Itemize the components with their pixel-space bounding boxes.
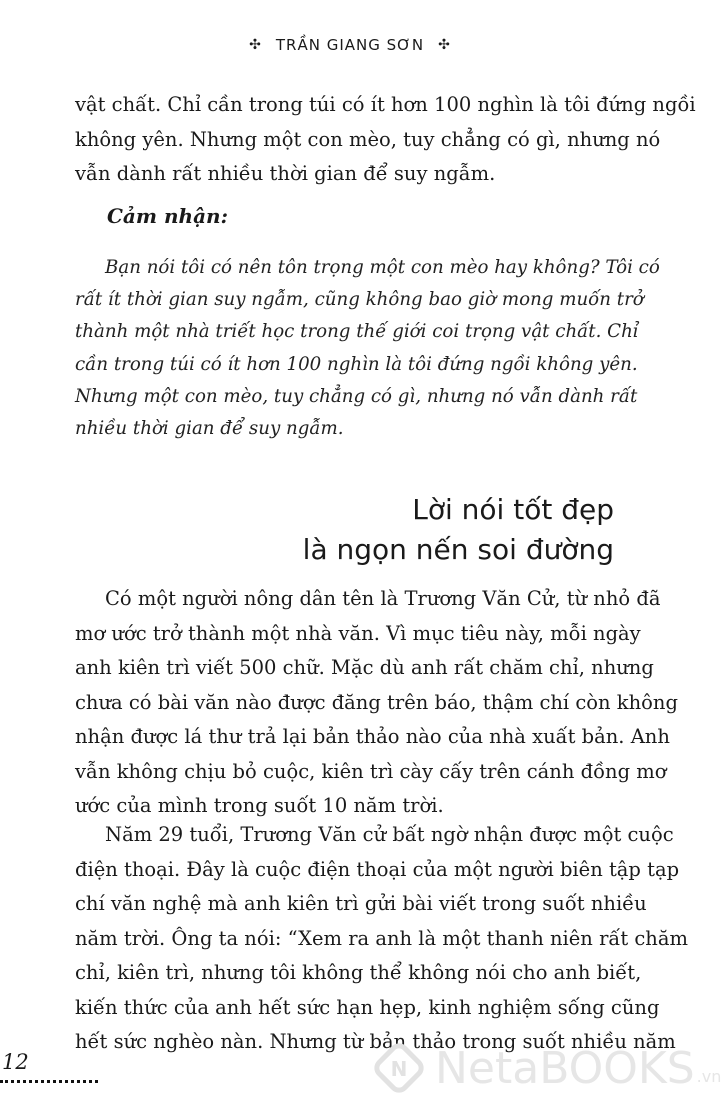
text-line: vật chất. Chỉ cần trong túi có ít hơn 100 nghìn là tôi đứng ngồi [75,93,696,116]
text-line: Nhưng một con mèo, tuy chẳng có gì, nhưng nó vẫn dành rất [75,385,638,407]
text-line: ước của mình trong suốt 10 năm trời. [75,794,444,817]
watermark-brand: NetaBOOKS [435,1042,695,1094]
intro-paragraph [75,88,696,192]
text-line: Bạn nói tôi có nên tôn trọng một con mèo hay không? Tôi có [105,257,660,278]
text-line: cần trong túi có ít hơn 100 nghìn là tôi đứng ngồi không yên. [75,353,638,375]
text-line: mơ ước trở thành một nhà văn. Vì mục tiêu này, mỗi ngày [75,621,641,645]
text-line: anh kiên trì viết 500 chữ. Mặc dù anh rất chăm chỉ, nhưng [75,656,654,679]
text-line: chí văn nghệ mà anh kiên trì gửi bài viết trong suốt nhiều [75,892,647,915]
running-header [0,36,700,54]
ornament-right-icon: ✣ [438,37,451,53]
title-line: là ngọn nến soi đường [302,533,614,566]
text-line: điện thoại. Đây là cuộc điện thoại của một người biên tập tạp [75,857,680,881]
reflection-paragraph [75,252,660,445]
subheading: Cảm nhận: [107,204,228,228]
text-line: năm trời. Ông ta nói: “Xem ra anh là một thanh niên rất chăm [75,926,688,950]
text-line: nhiều thời gian để suy ngẫm. [75,418,344,440]
text-line: rất ít thời gian suy ngẫm, cũng không bao giờ mong muốn trở [75,289,644,311]
text-line: chỉ, kiên trì, nhưng tôi không thể không nói cho anh biết, [75,961,642,984]
text-line: thành một nhà triết học trong thế giới coi trọng vật chất. Chỉ [75,321,639,343]
text-line: hết sức nghèo nàn. Nhưng từ bản thảo trong suốt nhiều năm [75,1030,676,1053]
text-line: vẫn không chịu bỏ cuộc, kiên trì cày cấy trên cánh đồng mơ [75,759,667,783]
netabooks-logo-icon [373,1042,425,1094]
text-line: không yên. Nhưng một con mèo, tuy chẳng có gì, nhưng nó [75,127,661,151]
text-line: nhận được lá thư trả lại bản thảo nào của nhà xuất bản. Anh [75,725,670,748]
body-paragraph-1 [75,582,678,824]
section-title [303,490,614,570]
body-paragraph-2 [75,818,688,1060]
ornament-left-icon: ✣ [249,37,262,53]
svg-text:N: N [390,1057,408,1081]
text-line: vẫn dành rất nhiều thời gian để suy ngẫm. [75,162,496,185]
author-name: TRẦN GIANG SƠN [275,36,425,54]
text-line: Năm 29 tuổi, Trương Văn cử bất ngờ nhận được một cuộc [105,823,674,846]
title-line: Lời nói tốt đẹp [412,493,614,526]
text-line: chưa có bài văn nào được đăng trên báo, thậm chí còn không [75,690,678,714]
watermark-logo [373,1042,721,1094]
text-line: kiến thức của anh hết sức hạn hẹp, kinh nghiệm sống cũng [75,995,660,1019]
page-number-dots [0,1072,98,1083]
page-number: 12 [2,1050,29,1074]
text-line: Có một người nông dân tên là Trương Văn Cử, từ nhỏ đã [105,587,661,610]
watermark-tld: .vn [696,1067,721,1086]
